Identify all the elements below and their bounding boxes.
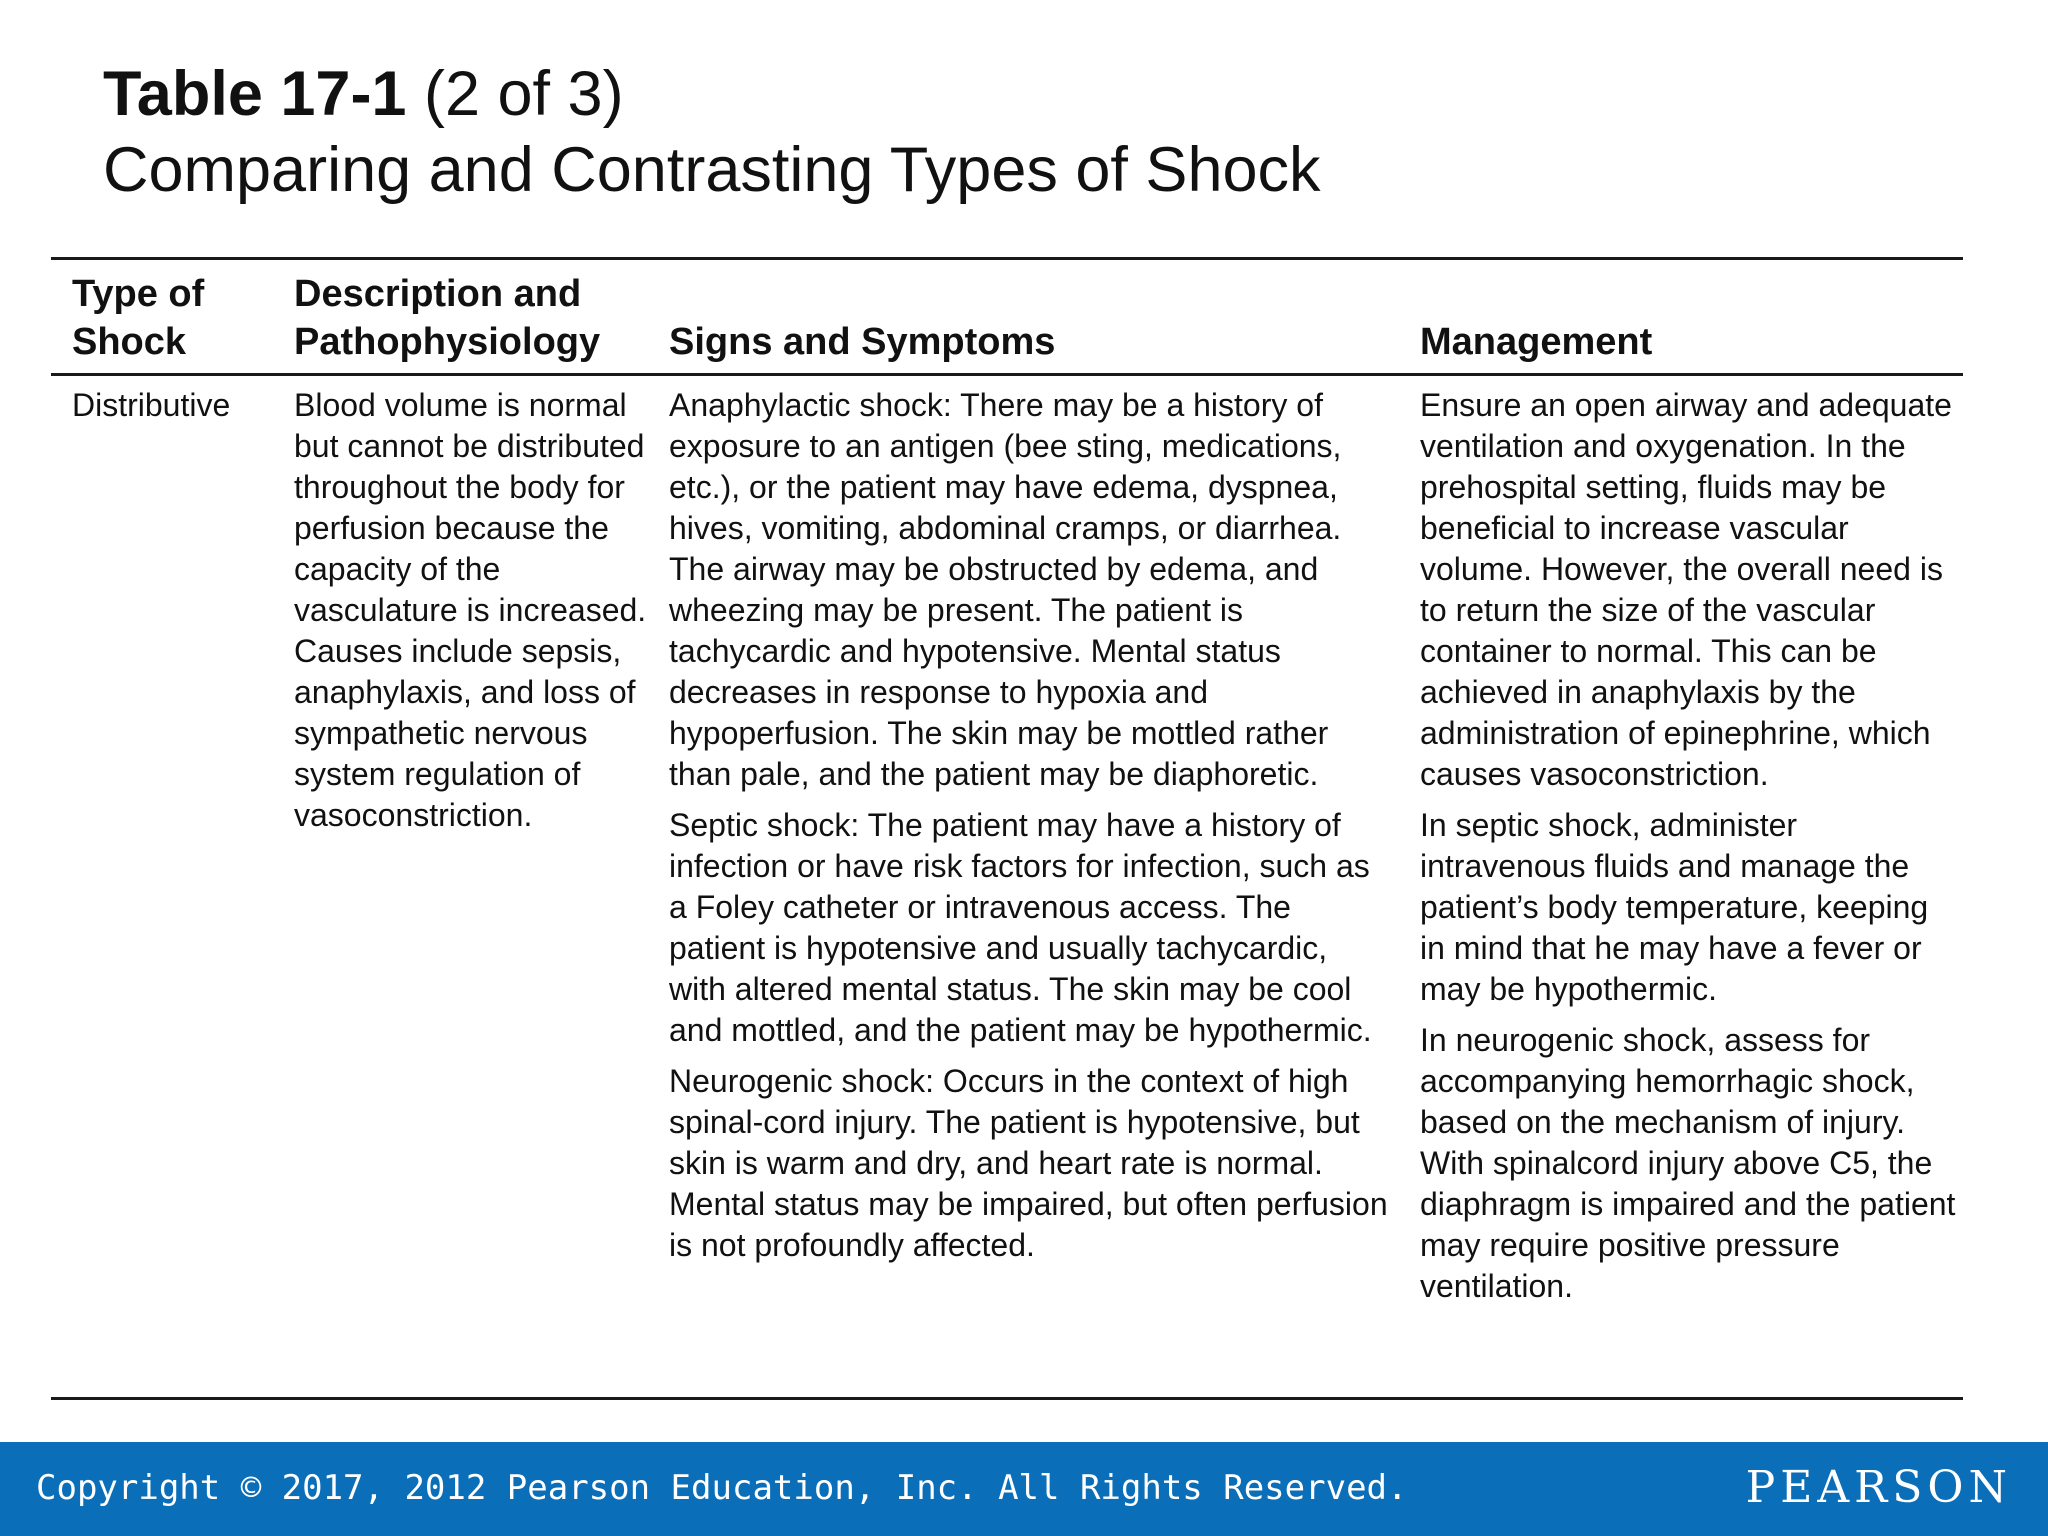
- cell-management: [1420, 385, 1960, 1317]
- management-septic: In septic shock, administer intravenous fluids and manage the patient’s body temperature, keeping in mind that he may have a fever or may be hypothermic.: [1420, 807, 1929, 1007]
- header-desc-line2: Pathophysiology: [294, 321, 601, 363]
- header-desc-line1: Description and: [294, 273, 582, 315]
- table-header-rule: [51, 373, 1963, 376]
- pearson-logo: PEARSON: [1745, 1462, 2012, 1513]
- footer-bar: [0, 1442, 2048, 1536]
- management-neurogenic: In neurogenic shock, assess for accompanying hemorrhagic shock, based on the mechanism of injury. With spinalcord injury above C5, the diaphragm is impaired and the patient may require positive pressure ventilation.: [1420, 1022, 1956, 1304]
- signs-anaphylactic: Anaphylactic shock: There may be a history of exposure to an antigen (bee sting, medications, etc.), or the patient may have edema, dyspnea, hives, vomiting, abdominal cramps, or diarrhea. The airway may be obstructed by edema, and wheezing may be present. The patient is tachycardic and hypotensive. Mental status decreases in response to hypoxia and hypoperfusion. The skin may be mottled rather than pale, and the patient may be diaphoretic.: [669, 387, 1342, 792]
- table-bottom-rule: [51, 1397, 1963, 1400]
- signs-septic: Septic shock: The patient may have a history of infection or have risk factors for infection, such as a Foley catheter or intravenous access. The patient is hypotensive and usually tachycardic, with altered mental status. The skin may be cool and mottled, and the patient may be hypothermic.: [669, 807, 1372, 1048]
- signs-neurogenic: Neurogenic shock: Occurs in the context of high spinal-cord injury. The patient is hypotensive, but skin is warm and dry, and heart rate is normal. Mental status may be impaired, but often perfusion is not profoundly affected.: [669, 1063, 1388, 1263]
- table-top-rule: [51, 257, 1963, 260]
- table-subtitle: Comparing and Contrasting Types of Shock: [103, 135, 1321, 205]
- cell-description: Blood volume is normal but cannot be distributed throughout the body for perfusion because the capacity of the vasculature is increased. Causes include sepsis, anaphylaxis, and loss of sympathetic nervous system regulation of vasoconstriction.: [294, 387, 647, 833]
- cell-signs: [669, 385, 1389, 1276]
- table-title: [103, 56, 1903, 132]
- slide-title: [103, 56, 1903, 208]
- table-label: Table 17-1: [103, 59, 407, 129]
- table-part: (2 of 3): [423, 59, 624, 129]
- header-signs-and-symptoms: Signs and Symptoms: [669, 321, 1056, 363]
- header-description: [294, 270, 654, 366]
- header-management: Management: [1420, 321, 1653, 363]
- header-type-line1: Type of: [72, 273, 205, 315]
- copyright-notice: Copyright © 2017, 2012 Pearson Education, Inc. All Rights Reserved.: [36, 1468, 1408, 1508]
- header-type-line2: Shock: [72, 321, 187, 363]
- cell-type: Distributive: [72, 387, 231, 423]
- management-anaphylactic: Ensure an open airway and adequate ventilation and oxygenation. In the prehospital setting, fluids may be beneficial to increase vascular volume. However, the overall need is to return the size of the vascular container to normal. This can be achieved in anaphylaxis by the administration of epinephrine, which causes vasoconstriction.: [1420, 387, 1952, 792]
- header-type-of-shock: [72, 270, 282, 366]
